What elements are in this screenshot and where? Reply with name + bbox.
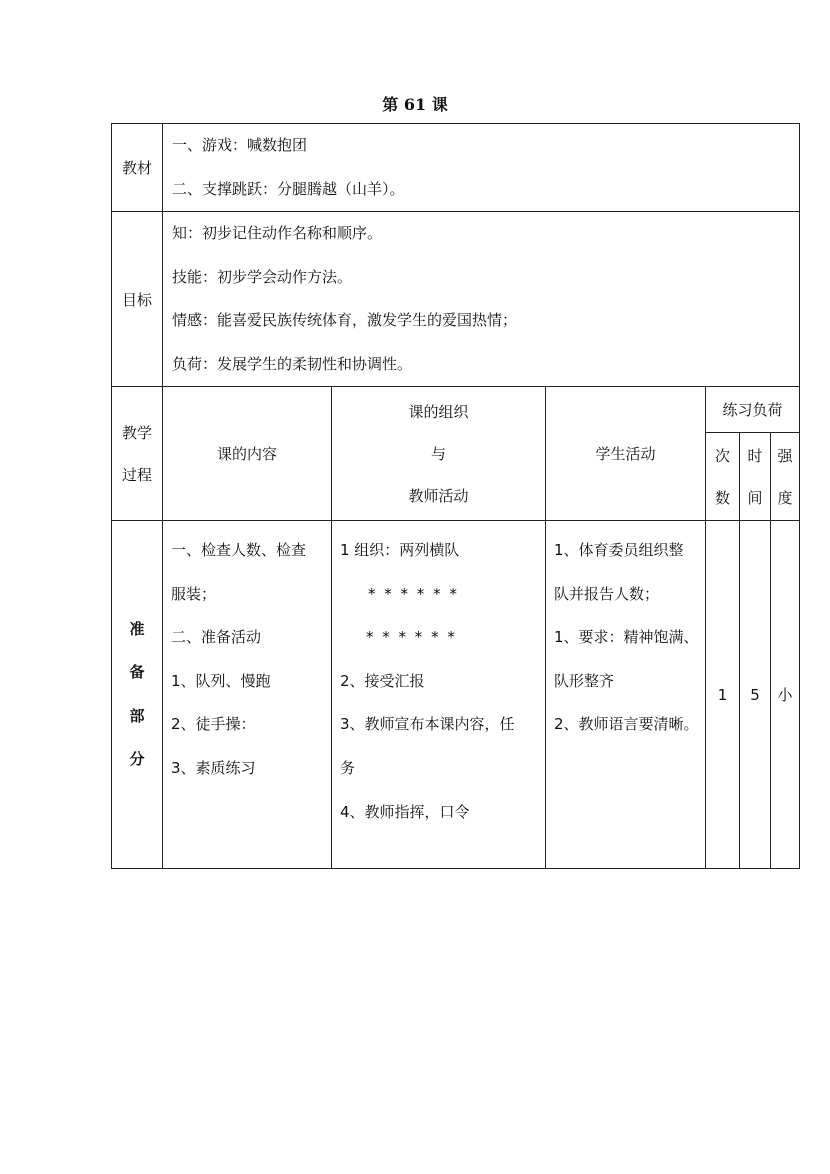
- org-header-line: 课的组织: [408, 402, 469, 421]
- load-header: 练习负荷: [706, 387, 800, 433]
- goal-line: 负荷：发展学生的柔韧性和协调性。: [172, 354, 413, 373]
- process-label: [112, 387, 163, 521]
- intensity-header: [771, 433, 800, 521]
- prep-organization: [332, 521, 546, 869]
- prep-student-line: 队并报告人数；: [554, 584, 660, 603]
- prep-section-row: [112, 521, 800, 869]
- prep-section-char: 分: [129, 750, 145, 768]
- intensity-header-char: 强: [777, 446, 793, 465]
- prep-org-line: 4、教师指挥，口令: [340, 802, 470, 821]
- material-line: 二、支撑跳跃：分腿腾越（山羊）。: [172, 179, 405, 198]
- duration-header-char: 时: [747, 446, 763, 465]
- process-label-line: 教学: [121, 423, 152, 442]
- process-label-line: 过程: [121, 465, 152, 484]
- prep-section-char: 准: [129, 619, 145, 638]
- prep-content: [163, 521, 332, 869]
- lesson-plan-table: [111, 123, 800, 869]
- prep-section-char: 部: [129, 706, 145, 725]
- prep-student-line: 1、要求：精神饱满、: [554, 628, 699, 647]
- org-header-line: 与: [430, 444, 446, 463]
- prep-org-line: 2、接受汇报: [340, 671, 425, 690]
- prep-times: 1: [706, 521, 740, 869]
- intensity-header-char: 度: [777, 488, 793, 507]
- formation-row: * * * * * *: [366, 628, 457, 647]
- process-header-row: [112, 387, 800, 433]
- times-header-char: 次: [714, 446, 730, 465]
- prep-org-line: 3、教师宣布本课内容，任: [340, 715, 515, 734]
- formation-row: * * * * * *: [368, 584, 459, 603]
- content-header: 课的内容: [163, 387, 332, 521]
- prep-content-line: 1、队列、慢跑: [171, 671, 271, 690]
- duration-header-char: 间: [747, 488, 763, 507]
- goal-line: 技能：初步学会动作方法。: [172, 267, 353, 286]
- times-header: [706, 433, 740, 521]
- material-line: 一、游戏：喊数抱团: [172, 136, 308, 154]
- student-activity-header: 学生活动: [546, 387, 706, 521]
- goals-content: [163, 212, 800, 387]
- prep-org-line: 务: [340, 758, 356, 777]
- prep-content-line: 2、徒手操：: [171, 715, 256, 734]
- page-title: 第 61 课: [382, 95, 448, 114]
- prep-student-line: 队形整齐: [554, 671, 615, 690]
- prep-org-line: 1 组织：两列横队: [340, 541, 460, 559]
- prep-content-line: 一、检查人数、检查: [171, 541, 307, 559]
- prep-section-char: 备: [129, 663, 145, 681]
- org-header-line: 教师活动: [408, 486, 469, 505]
- prep-intensity: 小: [771, 521, 800, 869]
- material-content: [163, 124, 800, 212]
- goals-row: [112, 212, 800, 387]
- prep-duration: 5: [740, 521, 771, 869]
- organization-header: [332, 387, 546, 521]
- times-header-char: 数: [714, 488, 730, 507]
- duration-header: [740, 433, 771, 521]
- prep-student-line: 1、体育委员组织整: [554, 541, 684, 559]
- prep-section-label: [112, 521, 163, 869]
- material-label: 教材: [112, 124, 163, 212]
- prep-content-line: 二、准备活动: [171, 628, 262, 647]
- goal-line: 知：初步记住动作名称和顺序。: [172, 224, 383, 242]
- material-row: [112, 124, 800, 212]
- prep-student-activity: [546, 521, 706, 869]
- prep-content-line: 服装；: [171, 584, 217, 603]
- goal-line: 情感：能喜爱民族传统体育，激发学生的爱国热情；: [172, 311, 518, 329]
- prep-student-line: 2、教师语言要清晰。: [554, 715, 699, 734]
- prep-content-line: 3、素质练习: [171, 758, 256, 777]
- goals-label: 目标: [112, 212, 163, 387]
